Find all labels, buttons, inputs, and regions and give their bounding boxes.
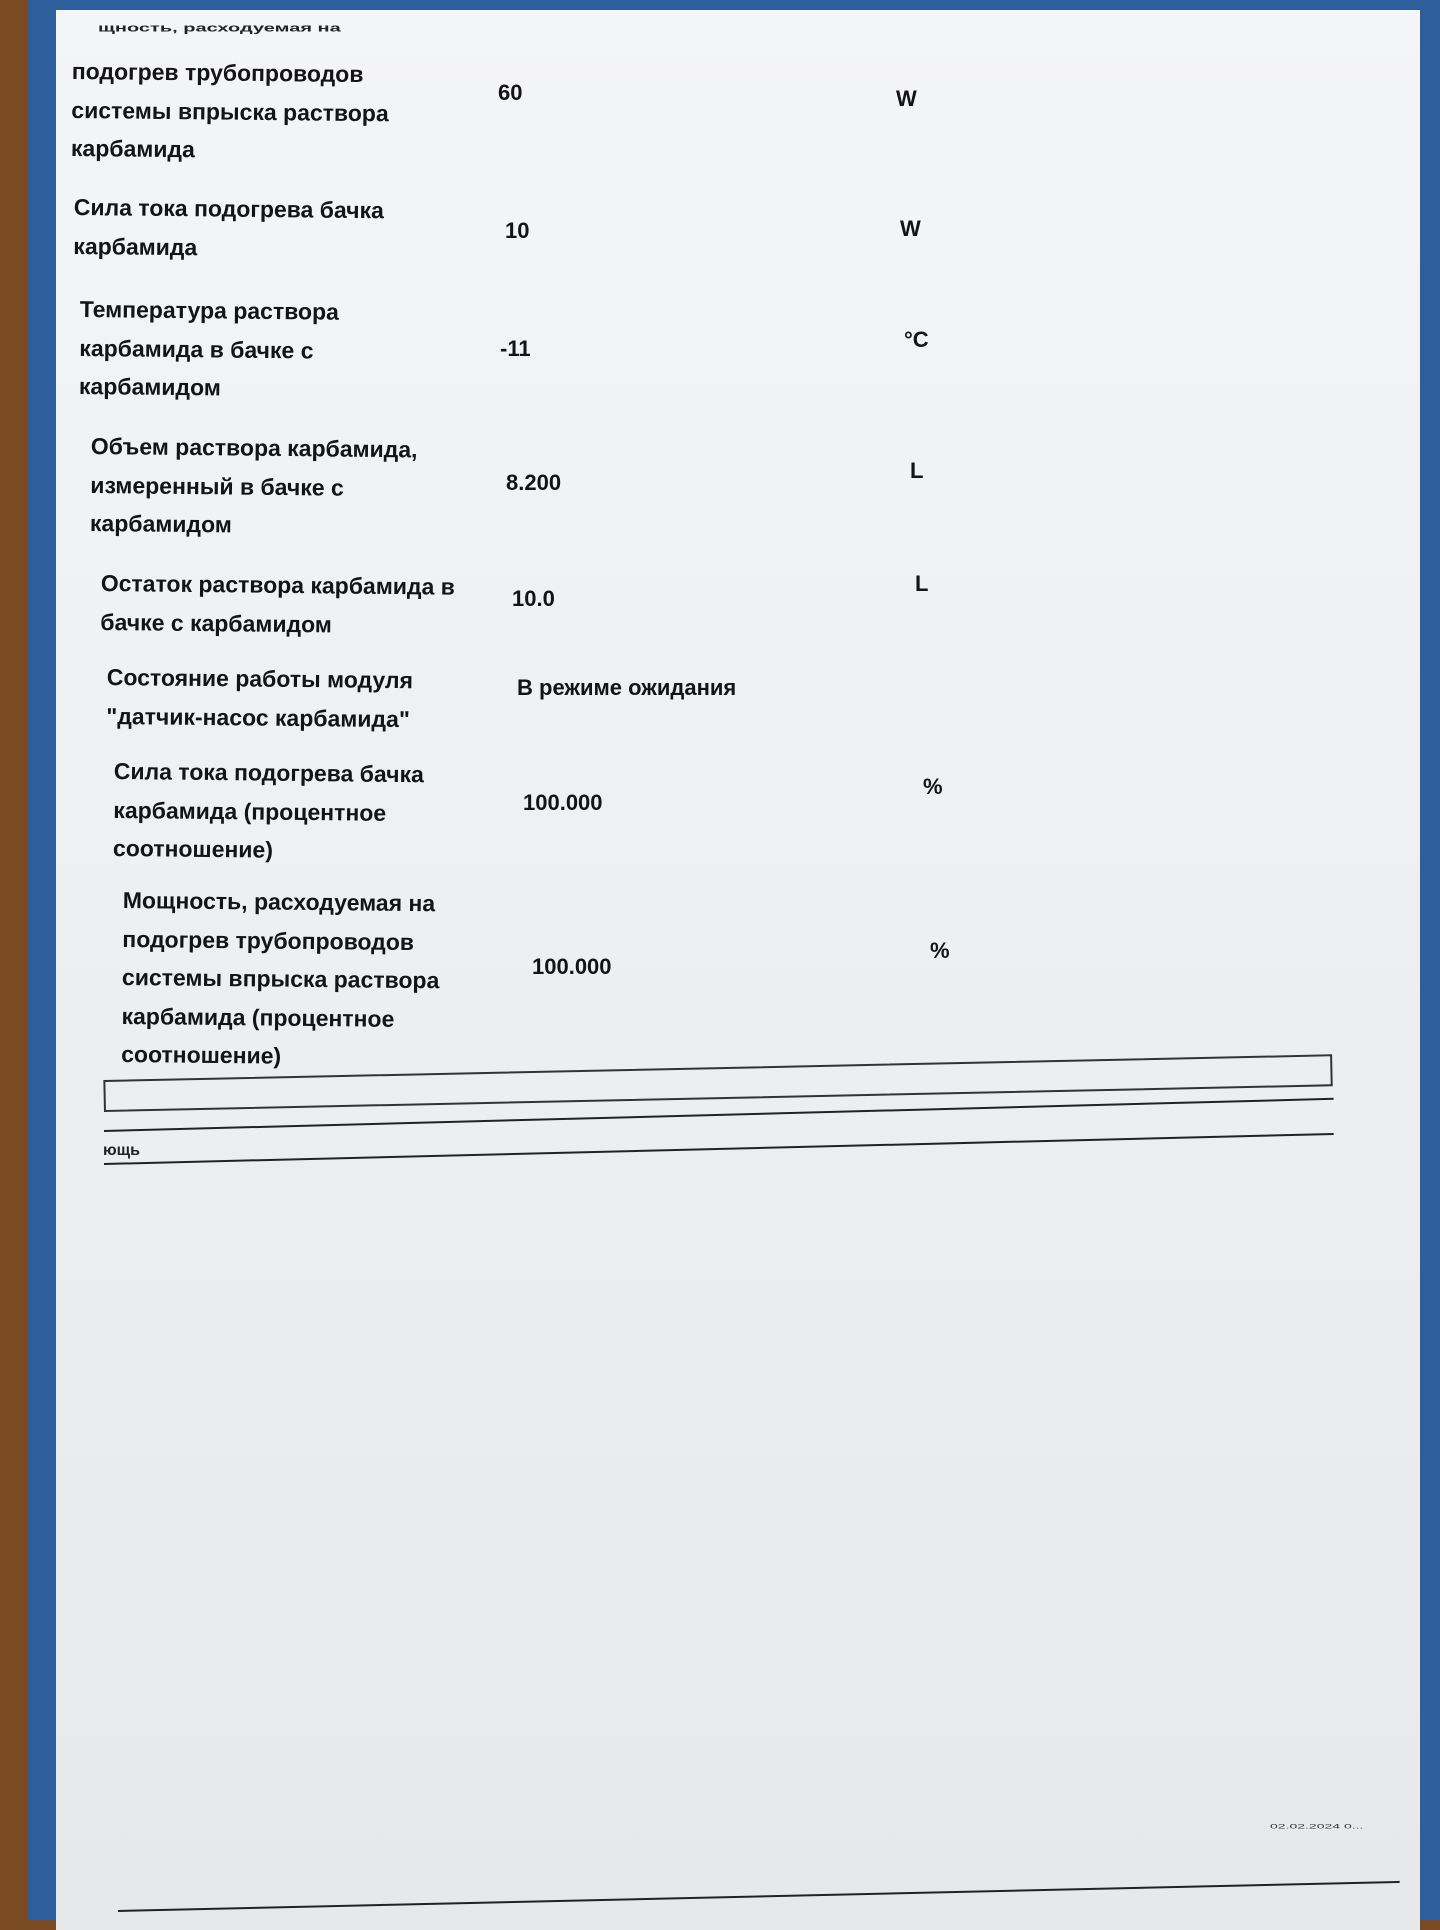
row-value: 8.200: [506, 470, 562, 495]
row-label: Объем раствора карбамида, измеренный в бачке с карбамидом: [89, 432, 418, 538]
row-unit: L: [915, 571, 929, 596]
row-unit: W: [896, 86, 917, 111]
row-label: Остаток раствора карбамида в бачке с карбамидом: [100, 569, 456, 637]
cut-off-line: щность, расходуемая на: [98, 22, 341, 35]
row-value: 100.000: [523, 790, 603, 815]
row-value: 10: [505, 218, 530, 243]
row-value: 10.0: [512, 586, 555, 611]
row-unit: L: [910, 458, 924, 483]
row-label: Температура раствора карбамида в бачке с карбамидом: [78, 295, 340, 401]
row-value: 60: [498, 80, 523, 105]
row-unit: W: [900, 216, 921, 241]
row-value: -11: [500, 336, 531, 361]
row-unit: %: [923, 774, 943, 799]
section-fragment: ющь: [103, 1142, 140, 1159]
row-unit: °C: [904, 327, 929, 352]
row-value: В режиме ожидания: [517, 675, 737, 700]
footer-date: 02.02.2024 0...: [1270, 1822, 1364, 1830]
row-label: Сила тока подогрева бачка карбамида: [73, 193, 384, 260]
row-value: 100.000: [532, 954, 612, 979]
row-label: Мощность, расходуемая на подогрев трубопроводов системы впрыска раствора карбамида (процентное соотношение): [121, 886, 440, 1069]
row-unit: %: [930, 938, 950, 963]
row-label: Состояние работы модуля "датчик-насос карбамида": [106, 663, 414, 732]
row-label: Сила тока подогрева бачка карбамида (процентное соотношение): [112, 757, 424, 863]
row-label: подогрев трубопроводов системы впрыска раствора карбамида: [70, 57, 389, 163]
